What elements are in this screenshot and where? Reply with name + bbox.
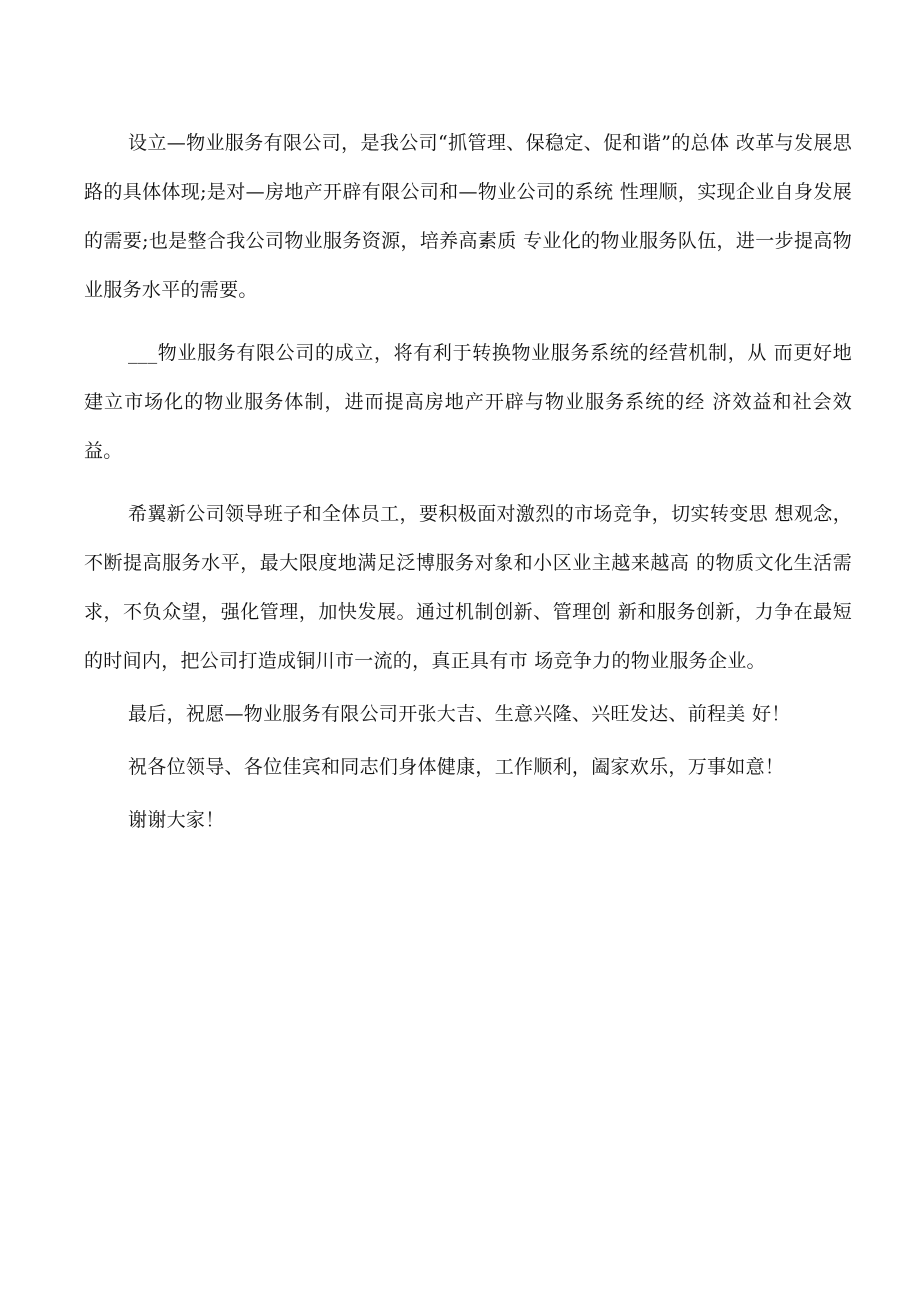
paragraph-establishment: 设立—物业服务有限公司，是我公司“抓管理、保稳定、促和谐”的总体 改革与发展思路的具体体现;是对—房地产开辟有限公司和—物业公司的系统 性理顺，实现企业自身发展的需要;也是整合我公司物业服务资源，培养高素质 专业化的物业服务队伍，进一步提高物业服务水平的需要。 <box>84 132 852 301</box>
document-body <box>84 119 852 845</box>
paragraph-benefits: ___物业服务有限公司的成立，将有利于转换物业服务系统的经营机制，从 而更好地建立市场化的物业服务体制，进而提高房地产开辟与物业服务系统的经 济效益和社会效益。 <box>84 342 852 462</box>
paragraph-thanks: 谢谢大家！ <box>128 809 225 831</box>
paragraph-wishes-company: 最后，祝愿—物业服务有限公司开张大吉、生意兴隆、兴旺发达、前程美 好！ <box>128 703 791 725</box>
paragraph-wishes-guests: 祝各位领导、各位佳宾和同志们身体健康，工作顺利，阖家欢乐，万事如意！ <box>128 756 785 778</box>
paragraph-expectations: 希翼新公司领导班子和全体员工，要积极面对激烈的市场竞争，切实转变思 想观念，不断提高服务水平，最大限度地满足泛博服务对象和小区业主越来越高 的物质文化生活需求，不负众望，强化管理，加快发展。通过机制创新、管理创 新和服务创新，力争在最短的时间内，把公司打造成铜川市一流的，真正具有市 场竞争力的物业服务企业。 <box>84 503 852 672</box>
